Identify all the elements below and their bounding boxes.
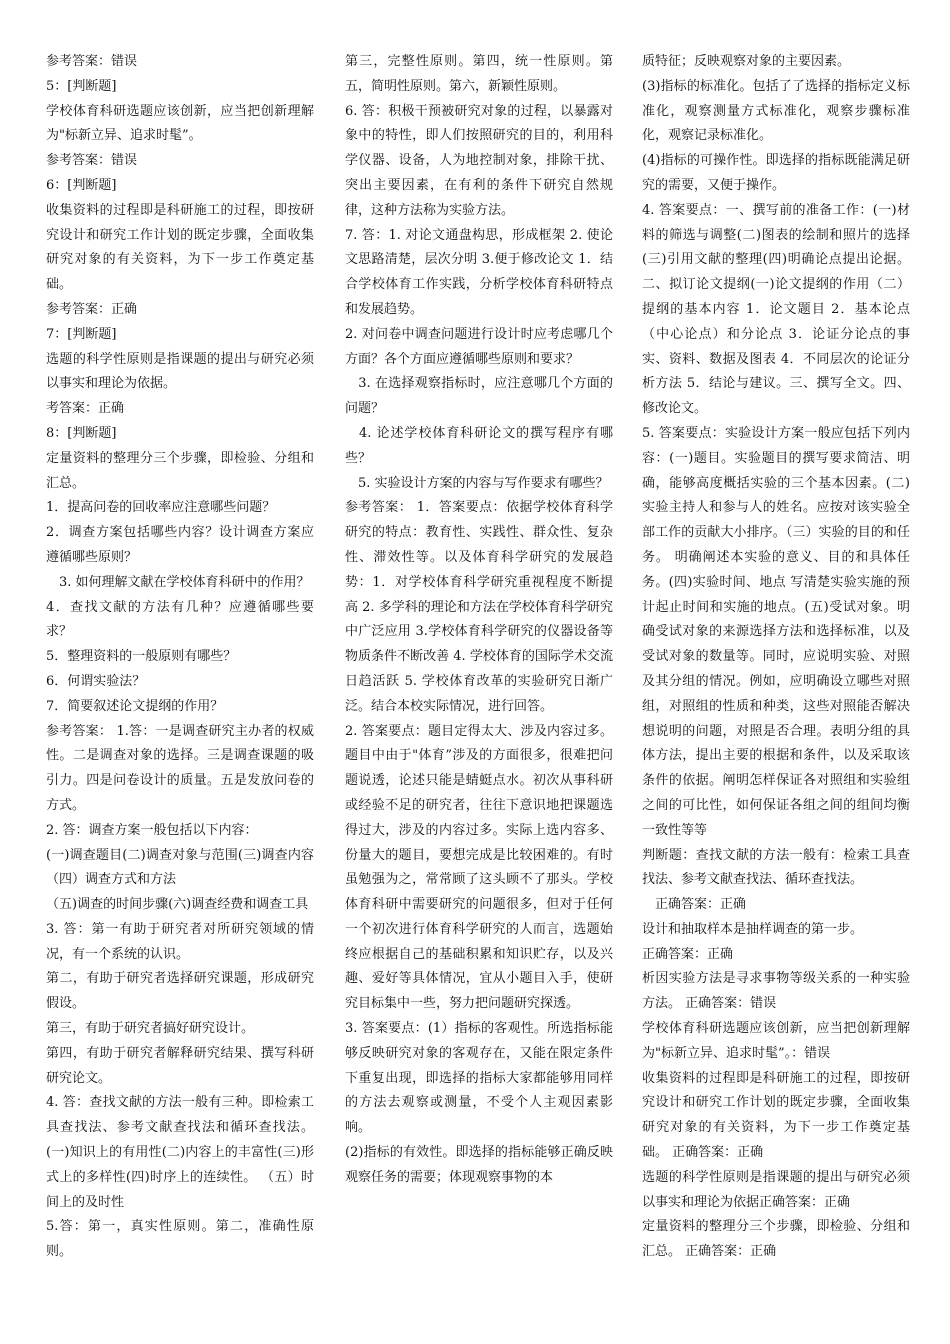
paragraph: 定量资料的整理分三个步骤，即检验、分组和汇总。	[46, 450, 314, 491]
paragraph: 收集资料的过程即是科研施工的过程，即按研究设计和研究工作计划的既定步骤，全面收集研究对象的有关资料，为下一步工作奠定基础。 正确答案：正确	[642, 1070, 910, 1161]
paragraph: 参考答案： 1．答案要点：依据学校体育科学研究的特点：教育性、实践性、群众性、复杂性、滞效性等。以及体育科学研究的发展趋势：1．对学校体育科学研究重视程度不断提高 2. 多学科的理论和方法在学校体育科学研究中广泛应用 3.学校体育科学研究的仪器设备等物质条件不断改善 4. 学校体育的国际学术交流日趋活跃 5. 学校体育改革的实验研究日渐广泛。结合本校实际情况，进行回答。	[345, 500, 613, 714]
paragraph: (3)指标的标准化。包括了了选择的指标定义标准化，观察测量方式标准化，观察步骤标准化，观察记录标准化。	[642, 78, 910, 144]
paragraph: 质特征；反映观察对象的主要因素。	[642, 54, 851, 69]
paragraph: 第三，有助于研究者搞好研究设计。	[46, 1021, 255, 1037]
paragraph: 学校体育科研选题应该创新，应当把创新理解为"标新立异、追求时髦”。：错误	[642, 1021, 910, 1061]
paragraph: 2. 答：调查方案一般包括以下内容：	[46, 822, 258, 838]
paragraph: 选题的科学性原则是指课题的提出与研究必须以事实和理论为依据。	[46, 351, 314, 392]
paragraph: 6．何谓实验法？	[46, 673, 146, 689]
paragraph: 5. 实验设计方案的内容与写作要求有哪些？	[345, 475, 609, 491]
paragraph: 考答案：正确	[46, 401, 125, 417]
paragraph: 3. 如何理解文献在学校体育科研中的作用？	[46, 574, 310, 590]
paragraph: 5：[判断题]	[46, 78, 117, 94]
paragraph: 4. 论述学校体育科研论文的撰写程序有哪些？	[345, 425, 613, 466]
paragraph: (一)调查题目(二)调查对象与范围(三)调查内容（四）调查方式和方法	[46, 847, 314, 888]
paragraph: 2. 对问卷中调查问题进行设计时应考虑哪几个方面？各个方面应遵循哪些原则和要求？	[345, 326, 613, 367]
paragraph: 收集资料的过程即是科研施工的过程，即按研究设计和研究工作计划的既定步骤，全面收集研究对象的有关资料，为下一步工作奠定基础。	[46, 202, 314, 293]
paragraph: 第四，有助于研究者解释研究结果、撰写科研研究论文。	[46, 1045, 314, 1086]
paragraph: (4)指标的可操作性。即选择的指标既能满足研究的需要，又便于操作。	[642, 153, 910, 193]
paragraph: 7. 答：1. 对论文通盘构思，形成框架 2. 使论文思路清楚，层次分明 3.便于修改论文 1．结合学校体育工作实践，分析学校体育科研特点和发展趋势。	[345, 227, 613, 317]
paragraph: （五)调查的时间步骤(六)调查经费和调查工具	[46, 897, 309, 913]
text-column-middle	[345, 50, 613, 1340]
paragraph: 3. 在选择观察指标时，应注意哪几个方面的问题？	[345, 376, 613, 417]
paragraph: 析因实验方法是寻求事物等级关系的一种实验方法。 正确答案：错误	[642, 971, 910, 1012]
paragraph: 第二，有助于研究者选择研究课题，形成研究假设。	[46, 971, 314, 1012]
paragraph: 参考答案：正确	[46, 301, 138, 317]
paragraph: 参考答案：错误	[46, 153, 138, 169]
paragraph: 参考答案：错误	[46, 54, 138, 69]
paragraph: 1．提高问卷的回收率应注意哪些问题？	[46, 500, 276, 516]
paragraph: 正确答案：正确	[642, 946, 734, 962]
paragraph: 8：[判断题]	[46, 425, 117, 441]
paragraph: 5. 答案要点：实验设计方案一般应包括下列内容：(一)题目。实验题目的撰写要求简洁、明确，能够高度概括实验的三个基本因素。(二)实验主持人和参与人的姓名。应按对该实验全部工作的贡献大小排序。（三）实验的目的和任务。 明确阐述本实验的意义、目的和具体任务。(四)实验时间、地点 写清楚实验实施的预计起止时间和实施的地点。(五)受试对象。明确受试对象的来源选择方法和选择标准，以及受试对象的数量等。同时，应说明实验、对照及其分组的情况。例如，应明确设立哪些对照组，对照组的性质和种类，这些对照能否解决想说明的问题，对照是否合理。表明分组的具体方法，提出主要的根据和条件，以及采取该条件的依据。阐明怎样保证各对照组和实验组之间的可比性，如何保证各组之间的组间均衡一致性等等	[642, 425, 910, 838]
paragraph: 第三，完整性原则。第四，统一性原则。第五，简明性原则。第六，新颖性原则。	[345, 54, 613, 94]
paragraph: 3. 答：第一有助于研究者对所研究领域的情况，有一个系统的认识。	[46, 921, 314, 962]
paragraph: 学校体育科研选题应该创新，应当把创新理解为"标新立异、追求时髦”。	[46, 103, 314, 144]
paragraph: 4. 答：查找文献的方法一般有三种。即检索工具查找法、参考文献查找法和循环查找法。(一)知识上的有用性(二)内容上的丰富性(三)形式上的多样性(四)时序上的连续性。 （五）时间上的及时性	[46, 1095, 314, 1210]
paragraph: 参考答案： 1.答：一是调查研究主办者的权威性。二是调查对象的选择。三是调查课题的吸引力。四是问卷设计的质量。五是发放问卷的方式。	[46, 723, 314, 813]
paragraph: 5.答：第一，真实性原则。第二，准确性原则。	[46, 1219, 314, 1260]
paragraph: 4. 答案要点：一、撰写前的准备工作：(一)材料的筛选与调整(二)图表的绘制和照片的选择(三)引用文献的整理(四)明确论点提出论据。二、拟订论文提纲(一)论文提纲的作用（二）提纲的基本内容 1．论文题目 2．基本论点（中心论点）和分论点 3．论证分论点的事实、资料、数据及图表 4．不同层次的论证分析方法 5．结论与建议。三、撰写全文。四、修改论文。	[642, 202, 910, 417]
paragraph: 判断题：查找文献的方法一般有：检索工具查找法、参考文献查找法、循环查找法。	[642, 847, 910, 888]
paragraph: 6：[判断题]	[46, 177, 117, 193]
paragraph: 5．整理资料的一般原则有哪些？	[46, 649, 237, 665]
paragraph: 2. 答案要点：题目定得太大、涉及内容过多。题目中由于"体育”涉及的方面很多，很难把问题说透，论述只能是蜻蜓点水。初次从事科研或经验不足的研究者，往往下意识地把课题选得过大，涉及的内容过多。实际上选内容多、份量大的题目，要想完成是比较困难的。有时虽勉强为之，常常顾了这头顾不了那头。学校体育科研中需要研究的问题很多，但对于任何一个初次进行体育科学研究的人而言，选题始终应根据自己的基础积累和知识贮存，以及兴趣、爱好等具体情况，宜从小题目入手，使研究目标集中一些，努力把问题研究探透。	[345, 723, 613, 1012]
paragraph: (2)指标的有效性。即选择的指标能够正确反映观察任务的需要；体现观察事物的本	[345, 1145, 613, 1185]
paragraph: 定量资料的整理分三个步骤，即检验、分组和汇总。 正确答案：正确	[642, 1219, 910, 1260]
paragraph: 3. 答案要点：(1）指标的客观性。所选指标能够反映研究对象的客观存在，又能在限定条件下重复出现，即选择的指标大家都能够用同样的方法去观察或测量，不受个人主观因素影响。	[345, 1021, 613, 1136]
paragraph: 正确答案：正确	[642, 897, 747, 913]
paragraph: 6. 答：积极干预被研究对象的过程，以暴露对象中的特性，即人们按照研究的目的，利用科学仪器、设备，人为地控制对象，排除干扰、突出主要因素，在有利的条件下研究自然规律，这种方法称为实验方法。	[345, 103, 613, 218]
text-column-left	[46, 50, 314, 1340]
paragraph: 4．查找文献的方法有几种？应遵循哪些要求？	[46, 599, 314, 640]
paragraph: 7：[判断题]	[46, 326, 117, 342]
paragraph: 7．简要叙述论文提纲的作用？	[46, 698, 224, 714]
paragraph: 选题的科学性原则是指课题的提出与研究必须以事实和理论为依据正确答案：正确	[642, 1169, 910, 1210]
paragraph: 2．调查方案包括哪些内容？设计调查方案应遵循哪些原则？	[46, 525, 314, 565]
paragraph: 设计和抽取样本是抽样调查的第一步。	[642, 921, 864, 937]
text-column-right	[642, 50, 910, 1340]
